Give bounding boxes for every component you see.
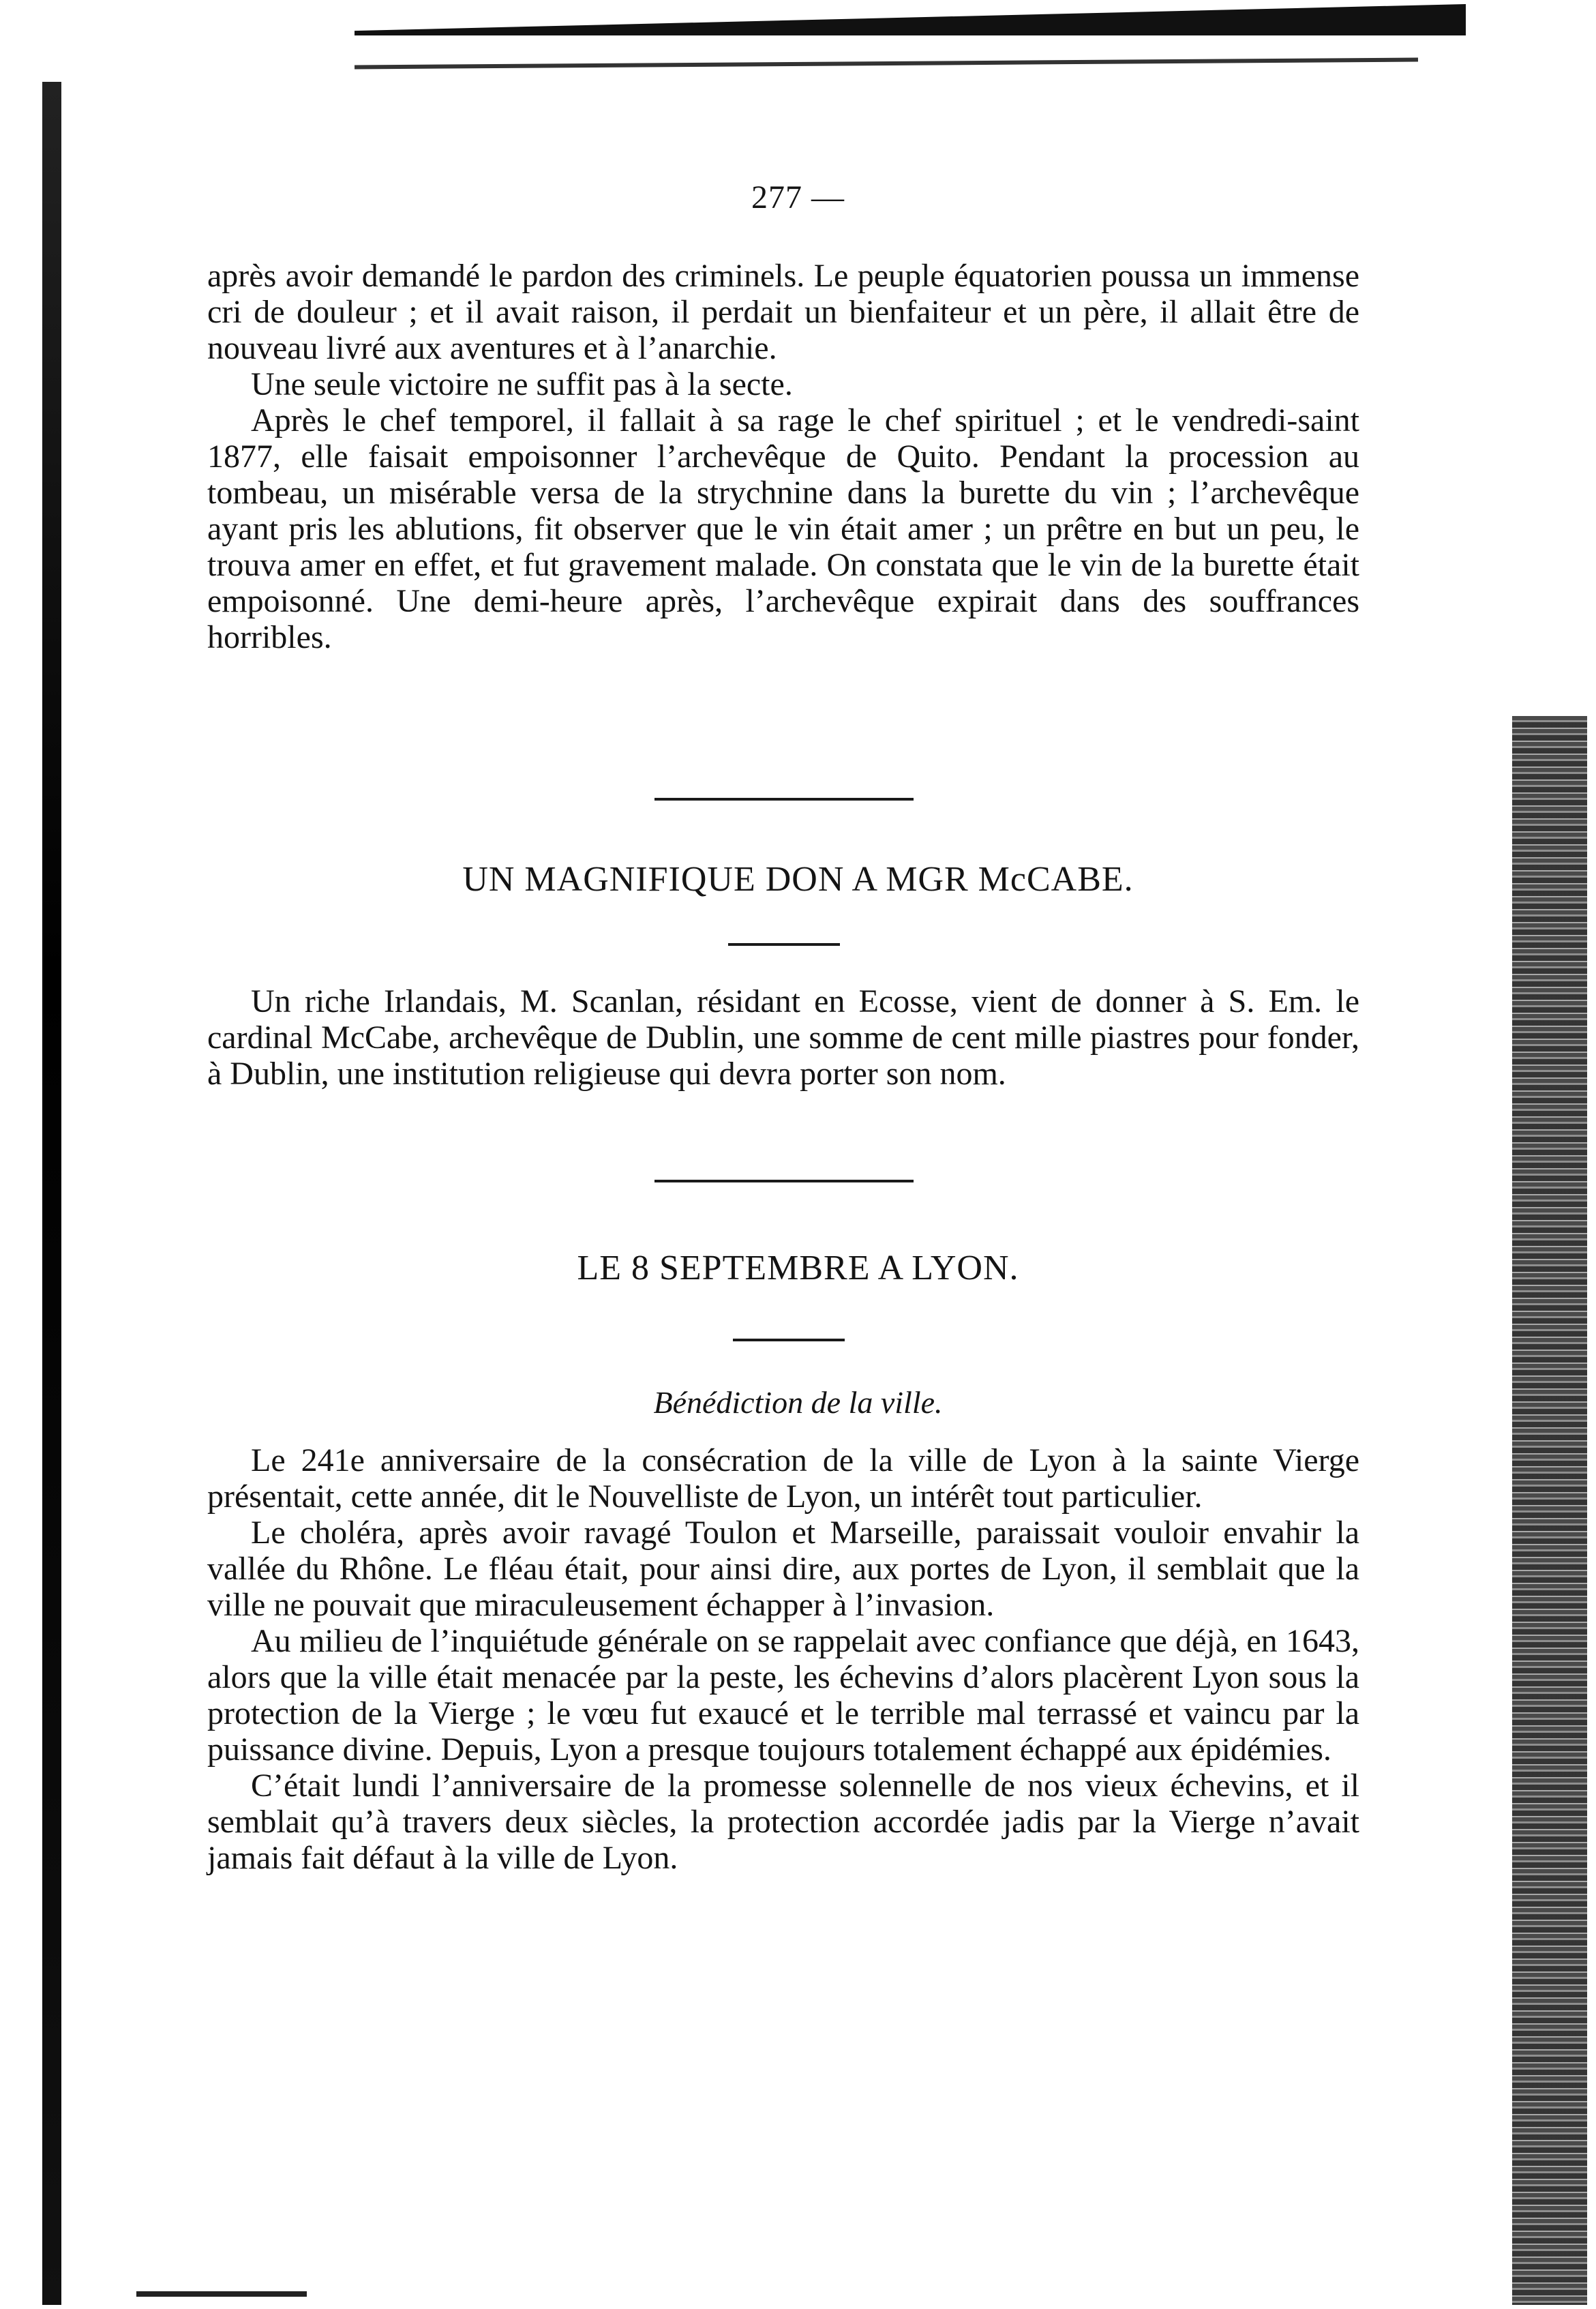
paragraph: Le 241e anniversaire de la consécration de la ville de Lyon à la sainte Vierge présentait, cette année, dit le Nouvelliste de Lyon, un intérêt tout particulier. [207,1442,1359,1515]
paragraph: C’était lundi l’anniversaire de la promesse solennelle de nos vieux échevins, et il semblait qu’à travers deux siècles, la protection accordée jadis par la Vierge n’avait jamais fait défaut à la ville de Lyon. [207,1768,1359,1876]
article-continuation [207,258,1359,655]
paragraph: Un riche Irlandais, M. Scanlan, résidant en Ecosse, vient de donner à S. Em. le cardinal McCabe, archevêque de Dublin, une somme de cent mille piastres pour fonder, à Dublin, une institution religieuse qui devra porter son nom. [207,983,1359,1092]
paragraph: Une seule victoire ne suffit pas à la secte. [251,366,793,402]
scan-edge-left [42,82,61,2305]
section-heading-lyon: LE 8 SEPTEMBRE A LYON. [577,1249,1019,1287]
section-divider [654,798,914,801]
paragraph: Au milieu de l’inquiétude générale on se rappelait avec confiance que déjà, en 1643, alors que la ville était menacée par la peste, les échevins d’alors placèrent Lyon sous la protection de la Vierge ; le vœu fut exaucé et le terrible mal terrassé et vaincu par la puissance divine. Depuis, Lyon a presque toujours totalement échappé aux épidémies. [207,1623,1359,1768]
paragraph: après avoir demandé le pardon des criminels. Le peuple équatorien poussa un immense cri de douleur ; et il avait raison, il perdait un bienfaiteur et un père, il allait être de nouveau livré aux aventures et à l’anarchie. [207,258,1359,366]
section-divider [654,1180,914,1182]
article-lyon [207,1442,1359,1876]
scan-edge-top-thin [355,58,1418,70]
scan-edge-right [1512,716,1587,2305]
scan-edge-bottom [136,2291,307,2297]
page-number: 277 — [751,179,845,215]
article-mccabe [207,983,1359,1092]
paragraph: Le choléra, après avoir ravagé Toulon et Marseille, paraissait vouloir envahir la vallée du Rhône. Le fléau était, pour ainsi dire, aux portes de Lyon, il semblait que la ville ne pouvait que miraculeusement échapper à l’invasion. [207,1515,1359,1623]
page-number-value: 277 [751,179,802,215]
paragraph: Après le chef temporel, il fallait à sa rage le chef spirituel ; et le vendredi-saint 1877, elle faisait empoisonner l’archevêque de Quito. Pendant la procession au tombeau, un misérable versa de la strychnine dans la burette du vin ; l’archevêque ayant pris les ablutions, fit observer que le vin était amer ; un prêtre en but un peu, le trouva amer en effet, et fut gravement malade. On constata que le vin de la burette était empoisonné. Une demi-heure après, l’archevêque expirait dans des souffrances horribles. [207,402,1359,655]
heading-underline [728,943,840,946]
section-subheading: Bénédiction de la ville. [653,1385,943,1420]
section-heading-mccabe: UN MAGNIFIQUE DON A MGR McCABE. [462,860,1134,899]
scan-edge-top [355,4,1466,35]
heading-underline [733,1339,845,1341]
